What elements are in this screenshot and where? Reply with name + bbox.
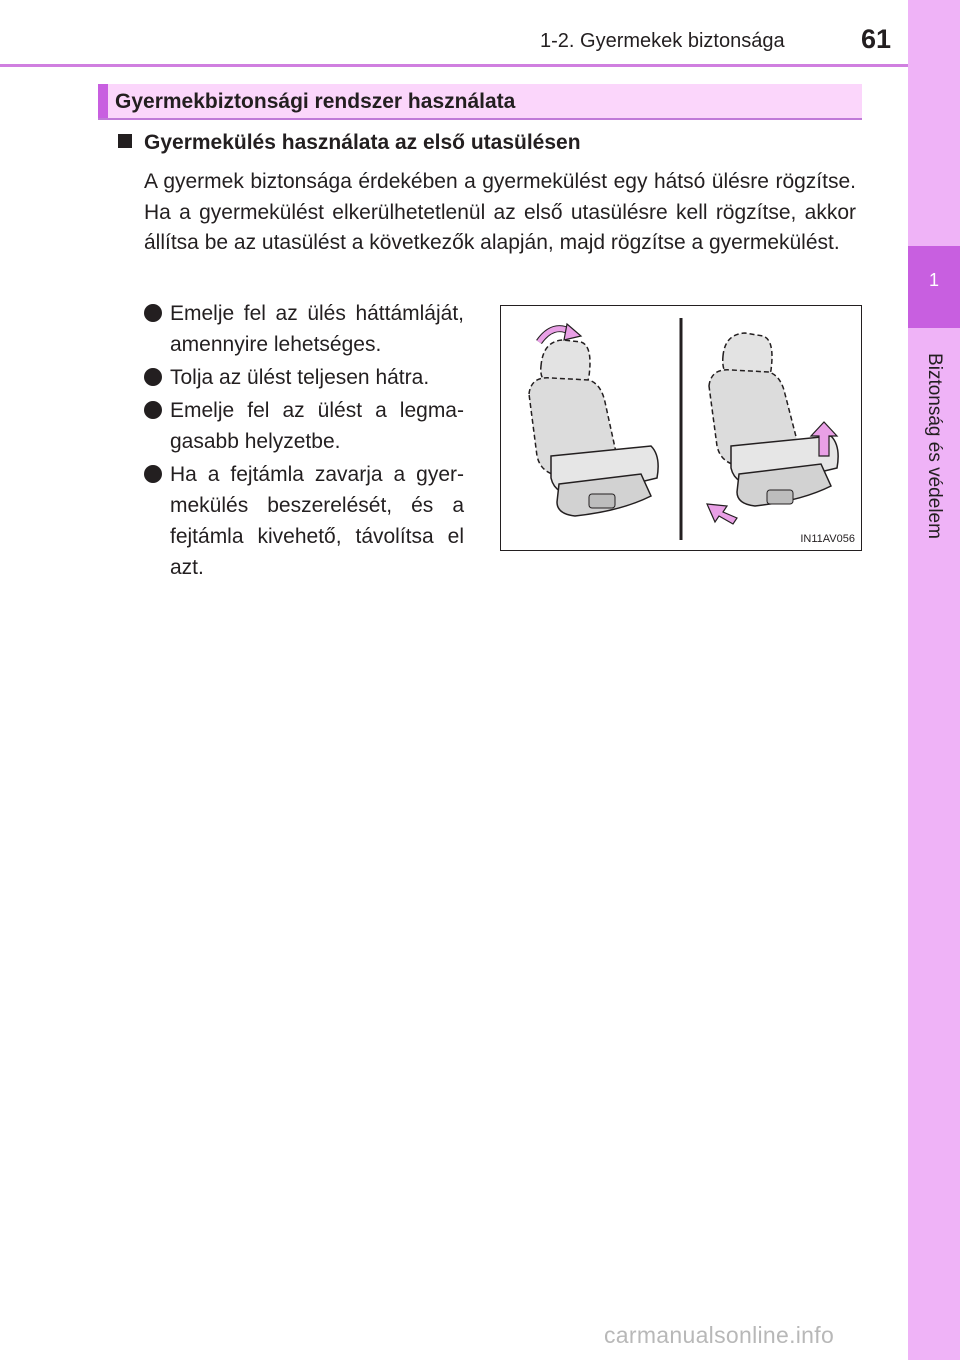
slide-back-arrow-icon	[707, 504, 737, 524]
bullet-dot-icon	[144, 401, 162, 419]
seat-after-icon	[707, 333, 839, 524]
bullet-dot-icon	[144, 465, 162, 483]
chapter-label: Biztonság és védelem	[924, 353, 945, 539]
banner-accent-bar	[98, 84, 108, 118]
instruction-list	[144, 298, 464, 585]
seat-adjustment-figure	[500, 305, 862, 551]
seat-before-icon	[529, 324, 658, 516]
banner-title: Gyermekbiztonsági rendszer használata	[115, 90, 516, 113]
seat-illustration	[501, 306, 861, 550]
bullet-dot-icon	[144, 304, 162, 322]
section-banner	[98, 84, 862, 120]
bullet-dot-icon	[144, 368, 162, 386]
subsection-heading	[118, 131, 581, 155]
list-item-text: Emelje fel az ülést a legmagasabb helyzetbe.	[170, 399, 464, 453]
list-item	[144, 362, 464, 393]
subsection-heading-text: Gyermekülés használata az első utasülésen	[144, 131, 581, 154]
page-number: 61	[861, 24, 892, 54]
chapter-number: 1	[928, 270, 939, 290]
list-item-text: Ha a fejtámla zavarja a gyermekülés beszerelését, és a fejtámla kivehető, távolítsa el azt.	[170, 463, 464, 579]
list-item	[144, 395, 464, 457]
figure-code: IN11AV056	[800, 533, 855, 545]
watermark: carmanualsonline.info	[604, 1322, 835, 1348]
chapter-side-tab	[908, 0, 960, 1360]
body-paragraph: A gyermek biztonsága érdekében a gyermekülést egy hátsó ülésre rögzítse. Ha a gyermekülést elkerülhetetlenül az első utasülésre kell rögzítse, akkor állítsa be az utasülést a következők alapján, majd rögzítse a gyermekülést.	[144, 170, 856, 254]
list-item-text: Emelje fel az ülés háttámláját, amennyire lehetséges.	[170, 302, 464, 356]
section-title: 1-2. Gyermekek biztonsága	[540, 30, 785, 52]
list-item	[144, 459, 464, 583]
square-bullet-icon	[118, 134, 132, 148]
list-item	[144, 298, 464, 360]
header-rule	[0, 64, 908, 67]
list-item-text: Tolja az ülést teljesen hátra.	[170, 366, 430, 389]
